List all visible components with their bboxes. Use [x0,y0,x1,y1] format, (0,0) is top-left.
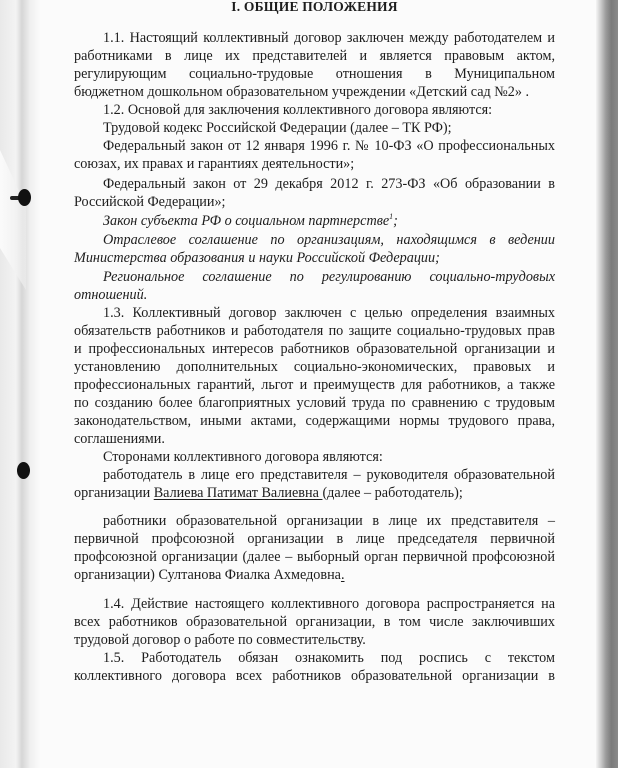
paragraph-1-3-line: законодательством, иными актами, содержащими нормы трудового права, [74,413,555,429]
party-employees-line: профсоюзной организации (далее – выборный орган первичной профсоюзной [74,549,555,565]
paragraph-1-4-line: всех работников образовательной организации, в том числе заключивших [74,614,555,630]
footnote-reference[interactable]: 1 [389,212,394,221]
paragraph-1-3-line: установлению дополнительных социально-экономических, правовых и [74,359,555,375]
paragraph-1-1-line: бюджетном дошкольном образовательном учреждении «Детский сад №2» . [74,84,530,100]
basis-item-regional-agreement-cont: отношений. [74,287,148,303]
paragraph-1-2-line: 1.2. Основой для заключения коллективного договора являются: [103,102,493,118]
basis-item-trade-unions-law: Федеральный закон от 12 января 1996 г. № 10-ФЗ «О профессиональных [103,138,555,154]
scan-shadow-right [596,0,618,768]
paragraph-1-1-line: 1.1. Настоящий коллективный договор заключен между работодателем и [103,30,555,46]
party-employer-line-cont [74,485,555,502]
paragraph-1-3-line: 1.3. Коллективный договор заключен с целью определения взаимных [103,305,555,321]
employer-alias: (далее – работодатель); [322,485,463,501]
binder-hole-icon [17,462,30,479]
paragraph-1-5-line: 1.5. Работодатель обязан ознакомить под роспись с текстом [103,650,555,666]
binder-hole-icon [18,189,31,206]
basis-item-industry-agreement-cont: Министерства образования и науки Российской Федерации; [74,250,440,266]
parties-heading: Сторонами коллективного договора являются: [103,449,383,465]
paragraph-1-3-line: по созданию более благоприятных условий труда по сравнению с трудовым [74,395,555,411]
document-page [74,0,555,768]
paragraph-1-4-line: трудовой договор о работе по совместительству. [74,632,366,648]
scan-shadow-left [0,0,40,768]
paragraph-1-3-line: и профессиональных интересов работников образовательной организации и [74,341,555,357]
paragraph-1-1-line: регулирующим социально-трудовые отношения в Муниципальном [74,66,555,82]
paragraph-1-3-line: обязательств работников и работодателя по защите социально-трудовых прав [74,323,555,339]
union-chair-text: организации) Султанова Фиалка Ахмедовна [74,567,341,583]
party-employees-line: первичной профсоюзной организации в лице председателя первичной [74,531,555,547]
paragraph-1-5-line: коллективного договора всех работников образовательной организации в [74,668,555,684]
section-title: I. ОБЩИЕ ПОЛОЖЕНИЯ [231,0,398,14]
union-chair-end: . [340,567,345,583]
basis-item-education-law-cont: Российской Федерации»; [74,194,226,210]
basis-item-regional-agreement: Региональное соглашение по регулированию социально-трудовых [103,269,555,285]
employer-org-label: организации [74,485,154,501]
paragraph-1-3-line: профессиональных гарантий, льгот и преимуществ для работников, а также [74,377,555,393]
party-employer-line: работодатель в лице его представителя – руководителя образовательной [103,467,555,483]
party-employees-line: работники образовательной организации в лице их представителя – [103,513,555,529]
basis-item-social-partnership [74,213,555,230]
basis-item-industry-agreement: Отраслевое соглашение по организациям, находящимся в ведении [103,232,555,248]
social-partnership-text: Закон субъекта РФ о социальном партнерстве [103,213,390,229]
party-employees-line-end [74,567,555,584]
paragraph-1-1-line: работниками в лице их представителей и является правовым актом, [74,48,555,64]
paragraph-1-4-line: 1.4. Действие настоящего коллективного договора распространяется на [103,596,555,612]
basis-item-education-law: Федеральный закон от 29 декабря 2012 г. 273-ФЗ «Об образовании в [103,176,555,192]
social-partnership-end: ; [393,213,398,229]
employer-representative-name: Валиева Патимат Валиевна [153,485,323,501]
basis-item-labor-code: Трудовой кодекс Российской Федерации (далее – ТК РФ); [103,120,452,136]
paragraph-1-3-line: соглашениями. [74,431,165,447]
basis-item-trade-unions-law-cont: союзах, их правах и гарантиях деятельности»; [74,156,355,172]
